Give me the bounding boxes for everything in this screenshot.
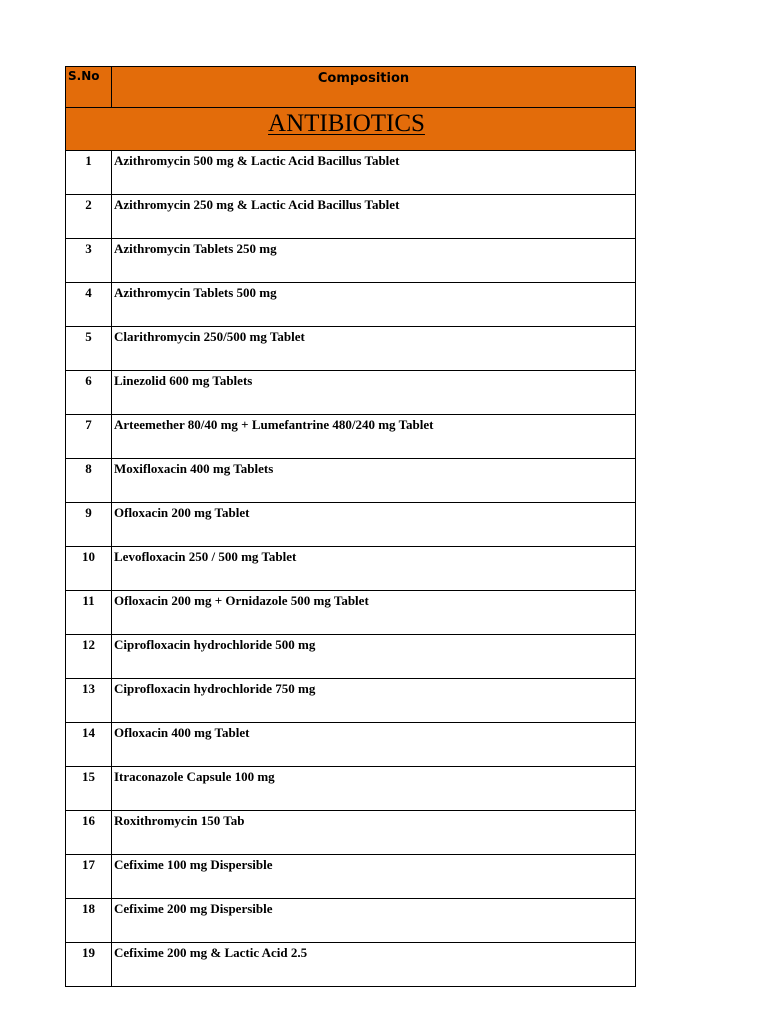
row-composition: Cefixime 200 mg Dispersible bbox=[112, 899, 636, 943]
row-composition: Cefixime 100 mg Dispersible bbox=[112, 855, 636, 899]
row-serial-number: 11 bbox=[66, 591, 112, 635]
row-serial-number: 14 bbox=[66, 723, 112, 767]
composition-header: Composition bbox=[317, 71, 410, 86]
table-row bbox=[66, 503, 636, 547]
row-composition: Ciprofloxacin hydrochloride 500 mg bbox=[112, 635, 636, 679]
row-composition: Itraconazole Capsule 100 mg bbox=[112, 767, 636, 811]
row-composition: Linezolid 600 mg Tablets bbox=[112, 371, 636, 415]
row-composition: Clarithromycin 250/500 mg Tablet bbox=[112, 327, 636, 371]
table-row bbox=[66, 811, 636, 855]
row-serial-number: 10 bbox=[66, 547, 112, 591]
table-header bbox=[65, 66, 636, 108]
row-serial-number: 5 bbox=[66, 327, 112, 371]
row-serial-number: 4 bbox=[66, 283, 112, 327]
row-composition: Ofloxacin 200 mg Tablet bbox=[112, 503, 636, 547]
row-serial-number: 12 bbox=[66, 635, 112, 679]
table-row bbox=[66, 943, 636, 987]
row-composition: Ofloxacin 200 mg + Ornidazole 500 mg Tablet bbox=[112, 591, 636, 635]
composition-sheet bbox=[65, 66, 636, 987]
row-composition: Roxithromycin 150 Tab bbox=[112, 811, 636, 855]
row-composition: Arteemether 80/40 mg + Lumefantrine 480/240 mg Tablet bbox=[112, 415, 636, 459]
row-composition: Azithromycin 500 mg & Lactic Acid Bacillus Tablet bbox=[112, 151, 636, 195]
row-serial-number: 2 bbox=[66, 195, 112, 239]
items-table-body bbox=[66, 151, 636, 987]
row-serial-number: 7 bbox=[66, 415, 112, 459]
row-composition: Ofloxacin 400 mg Tablet bbox=[112, 723, 636, 767]
row-composition: Azithromycin Tablets 250 mg bbox=[112, 239, 636, 283]
table-row bbox=[66, 415, 636, 459]
table-row bbox=[66, 591, 636, 635]
table-row bbox=[66, 459, 636, 503]
row-serial-number: 1 bbox=[66, 151, 112, 195]
table-row bbox=[66, 547, 636, 591]
table-row bbox=[66, 635, 636, 679]
row-serial-number: 13 bbox=[66, 679, 112, 723]
row-serial-number: 19 bbox=[66, 943, 112, 987]
table-row bbox=[66, 151, 636, 195]
table-row bbox=[66, 195, 636, 239]
row-composition: Cefixime 200 mg & Lactic Acid 2.5 bbox=[112, 943, 636, 987]
table-row bbox=[66, 239, 636, 283]
sno-header: S.No bbox=[66, 67, 112, 107]
table-row bbox=[66, 327, 636, 371]
row-composition: Ciprofloxacin hydrochloride 750 mg bbox=[112, 679, 636, 723]
table-row bbox=[66, 767, 636, 811]
section-title: ANTIBIOTICS bbox=[268, 110, 425, 137]
table-row bbox=[66, 371, 636, 415]
row-serial-number: 16 bbox=[66, 811, 112, 855]
row-serial-number: 8 bbox=[66, 459, 112, 503]
table-row bbox=[66, 283, 636, 327]
row-composition: Azithromycin 250 mg & Lactic Acid Bacillus Tablet bbox=[112, 195, 636, 239]
row-serial-number: 17 bbox=[66, 855, 112, 899]
row-composition: Levofloxacin 250 / 500 mg Tablet bbox=[112, 547, 636, 591]
row-serial-number: 6 bbox=[66, 371, 112, 415]
items-table bbox=[65, 150, 636, 987]
row-serial-number: 3 bbox=[66, 239, 112, 283]
table-row bbox=[66, 855, 636, 899]
table-row bbox=[66, 723, 636, 767]
row-composition: Azithromycin Tablets 500 mg bbox=[112, 283, 636, 327]
table-row bbox=[66, 899, 636, 943]
row-serial-number: 15 bbox=[66, 767, 112, 811]
row-serial-number: 9 bbox=[66, 503, 112, 547]
section-heading-row bbox=[65, 108, 636, 150]
row-serial-number: 18 bbox=[66, 899, 112, 943]
row-composition: Moxifloxacin 400 mg Tablets bbox=[112, 459, 636, 503]
table-row bbox=[66, 679, 636, 723]
